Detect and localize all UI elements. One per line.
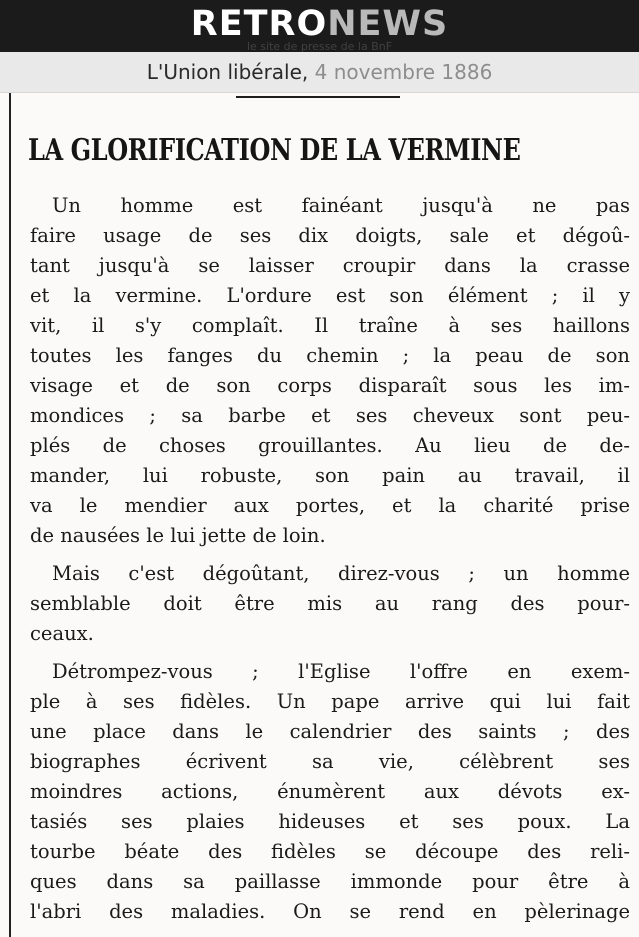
text-line: et la vermine. L'ordure est son élément ; il y <box>30 284 630 307</box>
text-line: ques dans sa paillasse immonde pour être à <box>30 870 630 893</box>
source-caption <box>0 52 639 93</box>
text-line: biographes écrivent sa vie, célèbrent ses <box>30 750 630 773</box>
text-line: mander, lui robuste, son pain au travail, il <box>30 464 630 487</box>
publication-date: 4 novembre 1886 <box>314 60 493 84</box>
text-line: tant jusqu'à se laisser croupir dans la crasse <box>30 254 630 277</box>
text-line: l'abri des maladies. On se rend en pèlerinage <box>30 900 630 923</box>
text-line: semblable doit être mis au rang des pour- <box>30 592 630 615</box>
text-line: tourbe béate des fidèles se découpe des reli- <box>30 840 630 863</box>
text-line: plés de choses grouillantes. Au lieu de de- <box>30 434 630 457</box>
text-line: va le mendier aux portes, et la charité prise <box>30 494 630 517</box>
text-line: de nausées le lui jette de loin. <box>30 524 326 547</box>
separator-rule <box>236 96 400 98</box>
logo-news-text: NEWS <box>327 4 449 44</box>
text-line: Mais c'est dégoûtant, direz-vous ; un homme <box>52 562 630 585</box>
retronews-header-bar <box>0 0 639 52</box>
newspaper-name: L'Union libérale, <box>146 60 309 84</box>
logo-retro-text: RETRO <box>190 4 328 44</box>
text-line: mondices ; sa barbe et ses cheveux sont peu- <box>30 404 630 427</box>
text-line: Détrompez-vous ; l'Eglise l'offre en exem- <box>52 660 630 683</box>
text-line: tasiés ses plaies hideuses et ses poux. La <box>30 810 630 833</box>
article-headline: LA GLORIFICATION DE LA VERMINE <box>28 133 521 168</box>
column-rule <box>9 93 11 937</box>
text-line: ple à ses fidèles. Un pape arrive qui lui fait <box>30 690 630 713</box>
text-line: une place dans le calendrier des saints ; des <box>30 720 630 743</box>
article-scan <box>0 93 639 937</box>
text-line: Un homme est fainéant jusqu'à ne pas <box>52 194 630 217</box>
article-body <box>30 191 630 927</box>
text-line: faire usage de ses dix doigts, sale et dégoû- <box>30 224 630 247</box>
text-line: ceaux. <box>30 622 94 645</box>
logo-tagline: le site de presse de la BnF <box>246 40 393 52</box>
text-line: toutes les fanges du chemin ; la peau de son <box>30 344 630 367</box>
text-line: visage et de son corps disparaît sous les im- <box>30 374 630 397</box>
text-line: vit, il s'y complaît. Il traîne à ses haillons <box>30 314 630 337</box>
text-line: moindres actions, énumèrent aux dévots ex- <box>30 780 630 803</box>
